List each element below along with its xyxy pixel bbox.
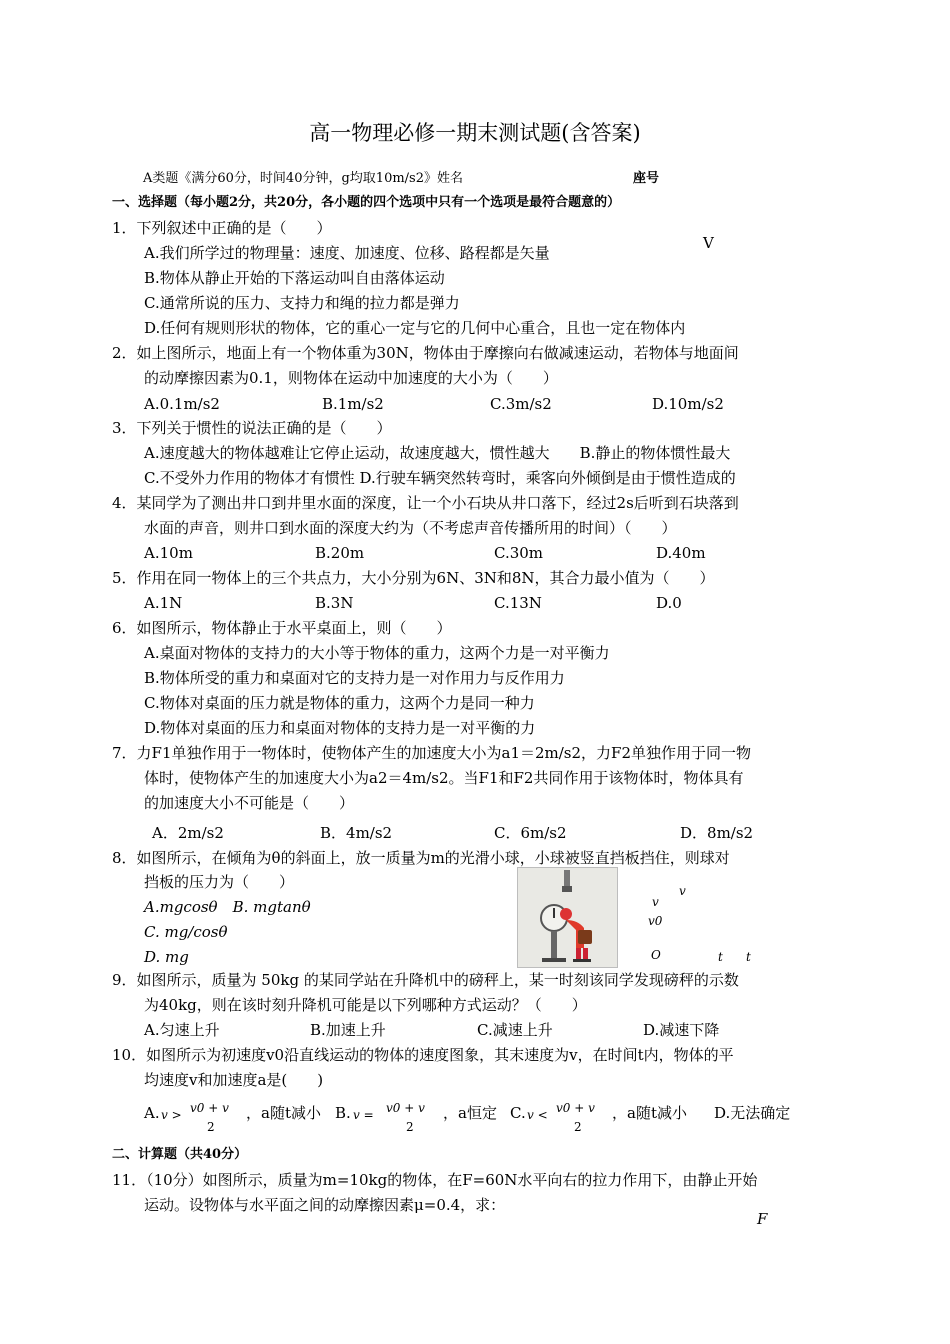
question-6-option-c: C.物体对桌面的压力就是物体的重力，这两个力是同一种力: [144, 694, 535, 712]
question-10-option-c-denominator: 2: [574, 1120, 582, 1134]
question-8-stem-line-2: 挡板的压力为（ ）: [144, 873, 295, 891]
question-1-option-a: A.我们所学过的物理量：速度、加速度、位移、路程都是矢量: [144, 244, 550, 262]
graph-label-v-axis: v: [652, 895, 659, 909]
figure-label-force-f: F: [757, 1210, 768, 1228]
page-title: 高一物理必修一期末测试题(含答案): [309, 121, 641, 145]
question-4-option-b: B.20m: [315, 544, 365, 562]
question-10-option-c-text: ，a随t减小: [612, 1104, 687, 1122]
question-10-option-a-label: A.: [144, 1104, 160, 1122]
question-7-option-d: D．8m/s2: [680, 824, 754, 842]
question-2-stem-line-2: 的动摩擦因素为0.1，则物体在运动中加速度的大小为（ ）: [144, 369, 558, 387]
question-10-option-a-text: ，a随t减小: [246, 1104, 321, 1122]
question-5-option-b: B.3N: [315, 594, 354, 612]
question-5-option-c: C.13N: [494, 594, 542, 612]
question-11-stem-line-2: 运动。设物体与水平面之间的动摩擦因素μ=0.4，求：: [144, 1196, 506, 1214]
question-7-stem-line-3: 的加速度大小不可能是（ ）: [144, 794, 355, 812]
question-2-option-a: A.0.1m/s2: [144, 395, 220, 413]
question-7-stem-line-2: 体时，使物体产生的加速度大小为a2＝4m/s2。当F1和F2共同作用于该物体时，物体具有: [144, 769, 744, 787]
seat-label: 座号: [633, 171, 660, 186]
question-10-option-b-numerator: v0 + v: [386, 1101, 425, 1115]
question-10-option-c-relation: v <: [527, 1108, 548, 1122]
question-3-options-ab: A.速度越大的物体越难让它停止运动，故速度越大，惯性越大 B.静止的物体惯性最大: [144, 444, 731, 462]
question-4-option-c: C.30m: [494, 544, 544, 562]
question-6-option-d: D.物体对桌面的压力和桌面对物体的支持力是一对平衡的力: [144, 719, 536, 737]
question-3-stem: 3．下列关于惯性的说法正确的是（ ）: [112, 419, 392, 437]
graph-label-v0: v0: [648, 914, 663, 928]
question-10-option-d: D.无法确定: [714, 1104, 791, 1122]
question-8-options-ab: A.mgcosθ B. mgtanθ: [144, 898, 311, 916]
question-5-option-d: D.0: [656, 594, 682, 612]
question-10-option-c-label: C.: [510, 1104, 526, 1122]
section-choice-heading: 一、选择题（每小题2分，共20分，各小题的四个选项中只有一个选项是最符合题意的）: [112, 195, 621, 210]
question-6-option-a: A.桌面对物体的支持力的大小等于物体的重力，这两个力是一对平衡力: [144, 644, 610, 662]
question-2-option-d: D.10m/s2: [652, 395, 724, 413]
scale-person-illustration: [517, 867, 618, 968]
question-8-stem-line-1: 8．如图所示，在倾角为θ的斜面上，放一质量为m的光滑小球，小球被竖直挡板挡住，则球对: [112, 849, 730, 867]
question-10-option-b-denominator: 2: [406, 1120, 414, 1134]
question-4-option-d: D.40m: [656, 544, 706, 562]
question-1-stem: 1．下列叙述中正确的是（ ）: [112, 219, 332, 237]
question-9-option-d: D.减速下降: [643, 1021, 720, 1039]
question-8-option-c: C. mg/cosθ: [144, 923, 228, 941]
question-4-stem-line-2: 水面的声音，则井口到水面的深度大约为（不考虑声音传播所用的时间）（ ）: [144, 519, 677, 537]
question-10-option-a-numerator: v0 + v: [190, 1101, 229, 1115]
question-10-option-a-denominator: 2: [207, 1120, 215, 1134]
question-9-stem-line-1: 9．如图所示，质量为 50kg 的某同学站在升降机中的磅秤上，某一时刻该同学发现磅秤的示数: [112, 971, 739, 989]
question-8-option-d: D. mg: [144, 948, 189, 966]
question-2-stem-line-1: 2．如上图所示，地面上有一个物体重为30N，物体由于摩擦向右做减速运动，若物体与地面间: [112, 344, 739, 362]
question-10-option-a-relation: v >: [161, 1108, 182, 1122]
question-1-option-c: C.通常所说的压力、支持力和绳的拉力都是弹力: [144, 294, 460, 312]
question-6-stem: 6．如图所示，物体静止于水平桌面上，则（ ）: [112, 619, 452, 637]
question-5-stem: 5．作用在同一物体上的三个共点力，大小分别为6N、3N和8N，其合力最小值为（ ）: [112, 569, 715, 587]
question-5-option-a: A.1N: [144, 594, 183, 612]
question-7-option-a: A．2m/s2: [152, 824, 224, 842]
figure-label-v: V: [703, 234, 714, 252]
question-6-option-b: B.物体所受的重力和桌面对它的支持力是一对作用力与反作用力: [144, 669, 565, 687]
question-4-stem-line-1: 4．某同学为了测出井口到井里水面的深度，让一个小石块从井口落下，经过2s后听到石块落到: [112, 494, 739, 512]
graph-label-origin: O: [651, 948, 661, 962]
question-10-stem-line-2: 均速度v和加速度a是( ): [144, 1071, 324, 1089]
question-7-stem-line-1: 7．力F1单独作用于一物体时，使物体产生的加速度大小为a1＝2m/s2，力F2单独作用于同一物: [112, 744, 751, 762]
question-4-option-a: A.10m: [144, 544, 193, 562]
graph-label-t1: t: [718, 950, 723, 964]
question-9-option-a: A.匀速上升: [144, 1021, 220, 1039]
question-3-options-cd: C.不受外力作用的物体才有惯性 D.行驶车辆突然转弯时，乘客向外倾倒是由于惯性造成的: [144, 469, 736, 487]
exam-info-line: A类题《满分60分，时间40分钟，g均取10m/s2》姓名: [143, 171, 463, 186]
question-1-option-d: D.任何有规则形状的物体，它的重心一定与它的几何中心重合，且也一定在物体内: [144, 319, 686, 337]
question-7-option-b: B．4m/s2: [320, 824, 393, 842]
question-11-stem-line-1: 11．（10分）如图所示，质量为m=10kg的物体，在F=60N水平向右的拉力作用下，由静止开始: [112, 1171, 758, 1189]
question-9-option-b: B.加速上升: [310, 1021, 386, 1039]
question-9-stem-line-2: 为40kg，则在该时刻升降机可能是以下列哪种方式运动？（ ）: [144, 996, 587, 1014]
question-10-option-b-text: ，a恒定: [443, 1104, 497, 1122]
section-calc-heading: 二、计算题（共40分）: [112, 1147, 248, 1162]
question-10-option-b-label: B.: [335, 1104, 351, 1122]
question-1-option-b: B.物体从静止开始的下落运动叫自由落体运动: [144, 269, 445, 287]
question-2-option-c: C.3m/s2: [490, 395, 552, 413]
question-9-option-c: C.减速上升: [477, 1021, 553, 1039]
question-10-stem-line-1: 10．如图所示为初速度v0沿直线运动的物体的速度图象，其末速度为v，在时间t内，物体的平: [112, 1046, 734, 1064]
question-2-option-b: B.1m/s2: [322, 395, 384, 413]
question-10-option-b-relation: v =: [353, 1108, 374, 1122]
graph-label-v-end: v: [679, 884, 686, 898]
question-10-option-c-numerator: v0 + v: [556, 1101, 595, 1115]
graph-label-t2: t: [746, 950, 751, 964]
question-7-option-c: C．6m/s2: [494, 824, 567, 842]
